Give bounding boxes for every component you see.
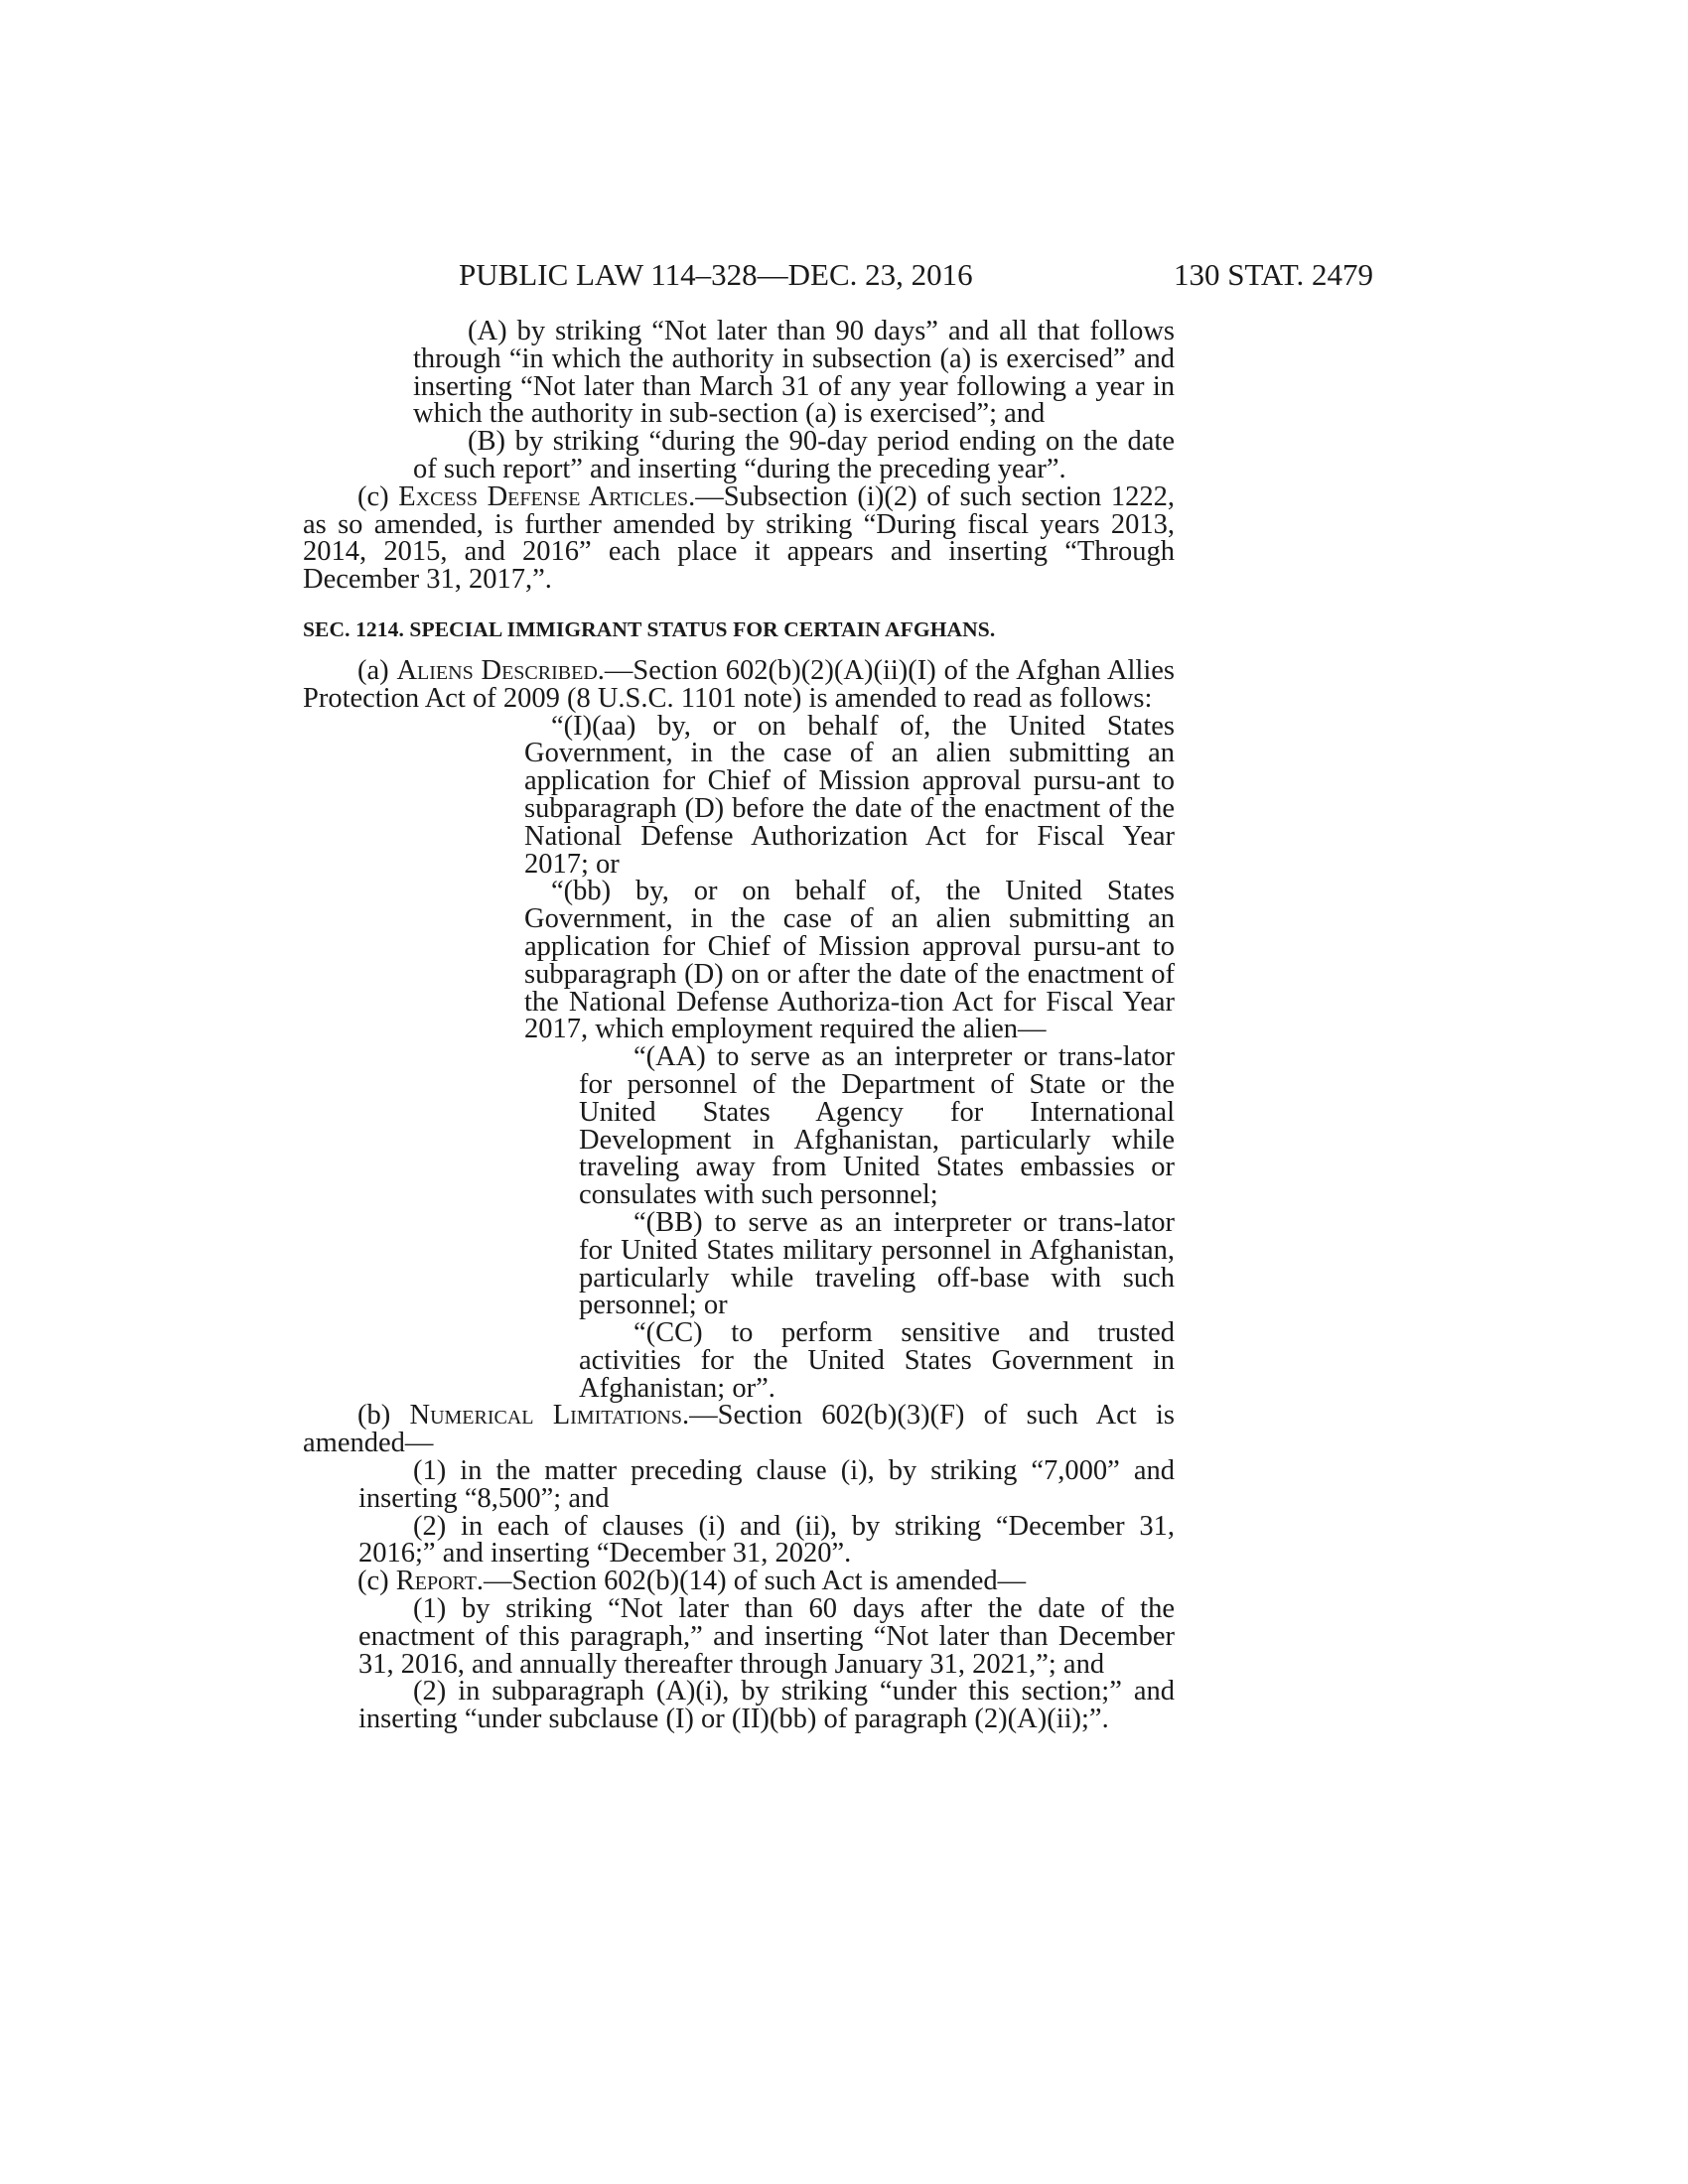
paragraph-a-aliens-described	[303, 654, 1175, 714]
paragraph-c-report	[303, 1568, 1175, 1595]
paragraph-text: .—Section 602(b)(2)(A)(ii)(I) of the Afghan Allies Protection Act of 2009 (8 U.S.C. 1101 note) is amended to read as follows:	[303, 654, 1175, 714]
paragraph-heading: Aliens Described	[396, 654, 598, 686]
paragraph-B: (B) by striking “during the 90-day period ending on the date of such report” and inserting “during the preceding year”.	[413, 426, 1175, 484]
paragraph-text: .—Section 602(b)(14) of such Act is amended—	[476, 1566, 1027, 1597]
list-item-c2: (2) in subparagraph (A)(i), by striking “under this section;” and inserting “under subclause (I) or (II)(bb) of paragraph (2)(A)(ii);”.	[358, 1676, 1175, 1735]
paragraph-c-excess-defense	[303, 480, 1175, 596]
header-stat-page: 130 STAT. 2479	[1173, 257, 1373, 292]
document-body	[303, 318, 1175, 1733]
paragraph-heading: Numerical Limitations	[409, 1400, 683, 1432]
paragraph-prefix: (b)	[357, 1400, 410, 1432]
page-header	[303, 255, 1373, 295]
paragraph-text: .—Section 602(b)(3)(F) of such Act is amended—	[303, 1400, 1175, 1459]
header-title: PUBLIC LAW 114–328—DEC. 23, 2016	[459, 257, 973, 292]
paragraph-A: (A) by striking “Not later than 90 days” and all that follows through “in which the authority in subsection (a) is exercised” and inserting “Not later than March 31 of any year following a year in which the authority in sub-section (a) is exercised”; and	[413, 316, 1175, 430]
quoted-item-AA: “(AA) to serve as an interpreter or trans-lator for personnel of the Department of State or the United States Agency for International Development in Afghanistan, particularly while traveling away from United States embassies or consulates with such personnel;	[579, 1041, 1175, 1211]
quoted-item-BB: “(BB) to serve as an interpreter or trans-lator for United States military personnel in Afghanistan, particularly while traveling off-base with such personnel; or	[579, 1206, 1175, 1321]
quoted-item-CC: “(CC) to perform sensitive and trusted activities for the United States Government in Afghanistan; or”.	[579, 1317, 1175, 1404]
list-item-b1: (1) in the matter preceding clause (i), by striking “7,000” and inserting “8,500”; and	[358, 1455, 1175, 1514]
quoted-clause-aa: “(I)(aa) by, or on behalf of, the United States Government, in the case of an alien submitting an application for Chief of Mission approval pursu-ant to subparagraph (D) before the date of the enactment of the National Defense Authorization Act for Fiscal Year 2017; or	[524, 710, 1175, 880]
paragraph-b-numerical-limitations	[303, 1402, 1175, 1457]
section-heading: SEC. 1214. SPECIAL IMMIGRANT STATUS FOR CERTAIN AFGHANS.	[303, 616, 996, 641]
paragraph-heading: Report	[395, 1566, 477, 1597]
paragraph-text: .—Subsection (i)(2) of such section 1222, as so amended, is further amended by striking “During fiscal years 2013, 2014, 2015, and 2016” each place it appears and inserting “Through December 31, 2017,”.	[303, 480, 1175, 596]
paragraph-prefix: (c)	[357, 1566, 396, 1597]
list-item-b2: (2) in each of clauses (i) and (ii), by striking “December 31, 2016;” and inserting “December 31, 2020”.	[358, 1510, 1175, 1570]
paragraph-heading: Excess Defense Articles	[398, 480, 689, 512]
paragraph-prefix: (a)	[357, 654, 397, 686]
list-item-c1: (1) by striking “Not later than 60 days after the date of the enactment of this paragraph,” and inserting “Not later than December 31, 2016, and annually thereafter through January 31, 2021,”; and	[358, 1593, 1175, 1680]
paragraph-prefix: (c)	[357, 480, 399, 512]
quoted-clause-bb: “(bb) by, or on behalf of, the United States Government, in the case of an alien submitting an application for Chief of Mission approval pursu-ant to subparagraph (D) on or after the date of the enactment of the National Defense Authoriza-tion Act for Fiscal Year 2017, which employment required the alien—	[524, 876, 1175, 1045]
